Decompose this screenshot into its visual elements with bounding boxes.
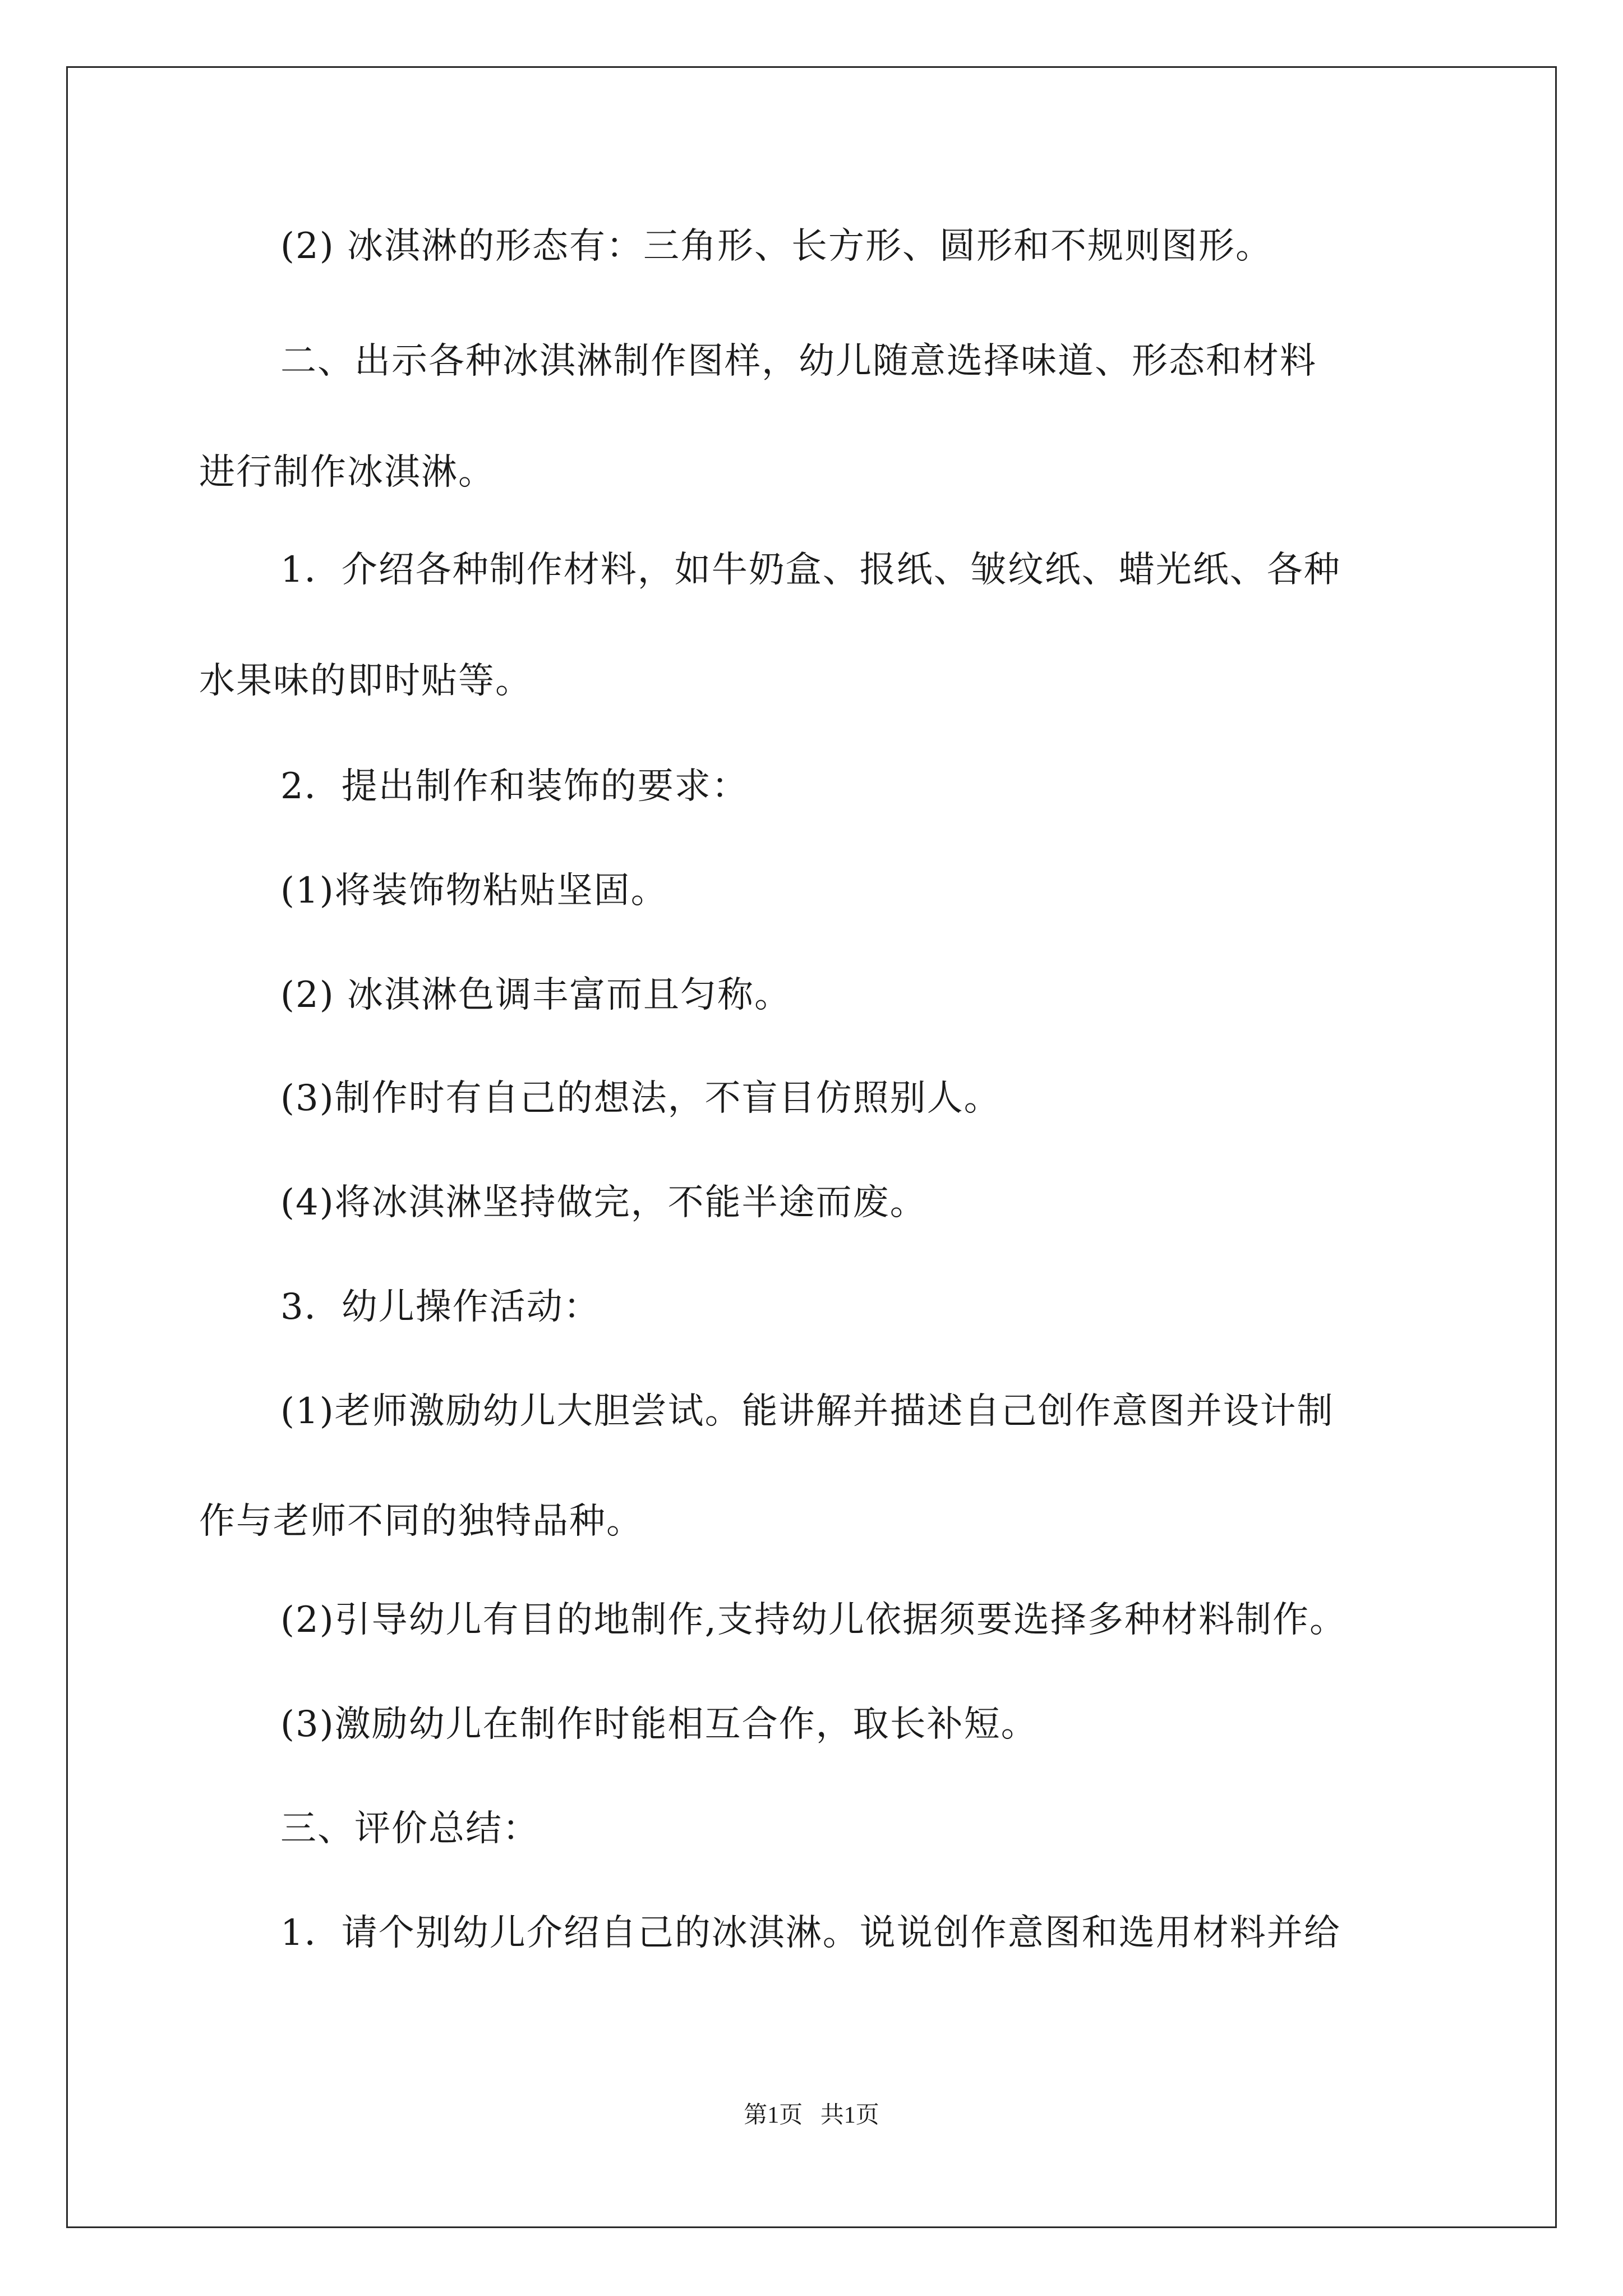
paragraph-activity-1: (1)老师激励幼儿大胆尝试。能讲解并描述自己创作意图并设计制: [280, 1391, 1334, 1432]
paragraph-activity-heading: 3．幼儿操作活动：: [280, 1286, 601, 1328]
paragraph-requirement-1: (1)将装饰物粘贴坚固。: [280, 870, 668, 912]
paragraph-activity-1-continued: 作与老师不同的独特品种。: [199, 1501, 643, 1542]
paragraph-materials-continued: 水果味的即时贴等。: [199, 660, 532, 702]
paragraph-shape-types: (2) 冰淇淋的形态有：三角形、长方形、圆形和不规则图形。: [280, 226, 1272, 267]
paragraph-section-two-heading: 二、出示各种冰淇淋制作图样，幼儿随意选择味道、形态和材料: [280, 341, 1317, 382]
paragraph-requirement-3: (3)制作时有自己的想法，不盲目仿照别人。: [280, 1078, 1001, 1119]
paragraph-activity-3: (3)激励幼儿在制作时能相互合作，取长补短。: [280, 1704, 1038, 1745]
paragraph-requirement-4: (4)将冰淇淋坚持做完，不能半途而废。: [280, 1182, 927, 1223]
paragraph-activity-2: (2)引导幼儿有目的地制作,支持幼儿依据须要选择多种材料制作。: [280, 1599, 1347, 1641]
paragraph-requirement-2: (2) 冰淇淋色调丰富而且匀称。: [280, 974, 791, 1016]
paragraph-section-two-continued: 进行制作冰淇淋。: [199, 452, 495, 493]
page-border: [66, 66, 1557, 2228]
paragraph-materials: 1．介绍各种制作材料，如牛奶盒、报纸、皱纹纸、蜡光纸、各种: [280, 549, 1341, 591]
paragraph-section-three-heading: 三、评价总结：: [280, 1808, 540, 1849]
paragraph-summary-1: 1．请个别幼儿介绍自己的冰淇淋。说说创作意图和选用材料并给: [280, 1912, 1341, 1954]
paragraph-requirements-heading: 2．提出制作和装饰的要求：: [280, 766, 749, 807]
page-footer: 第1页 共1页: [744, 2102, 879, 2128]
